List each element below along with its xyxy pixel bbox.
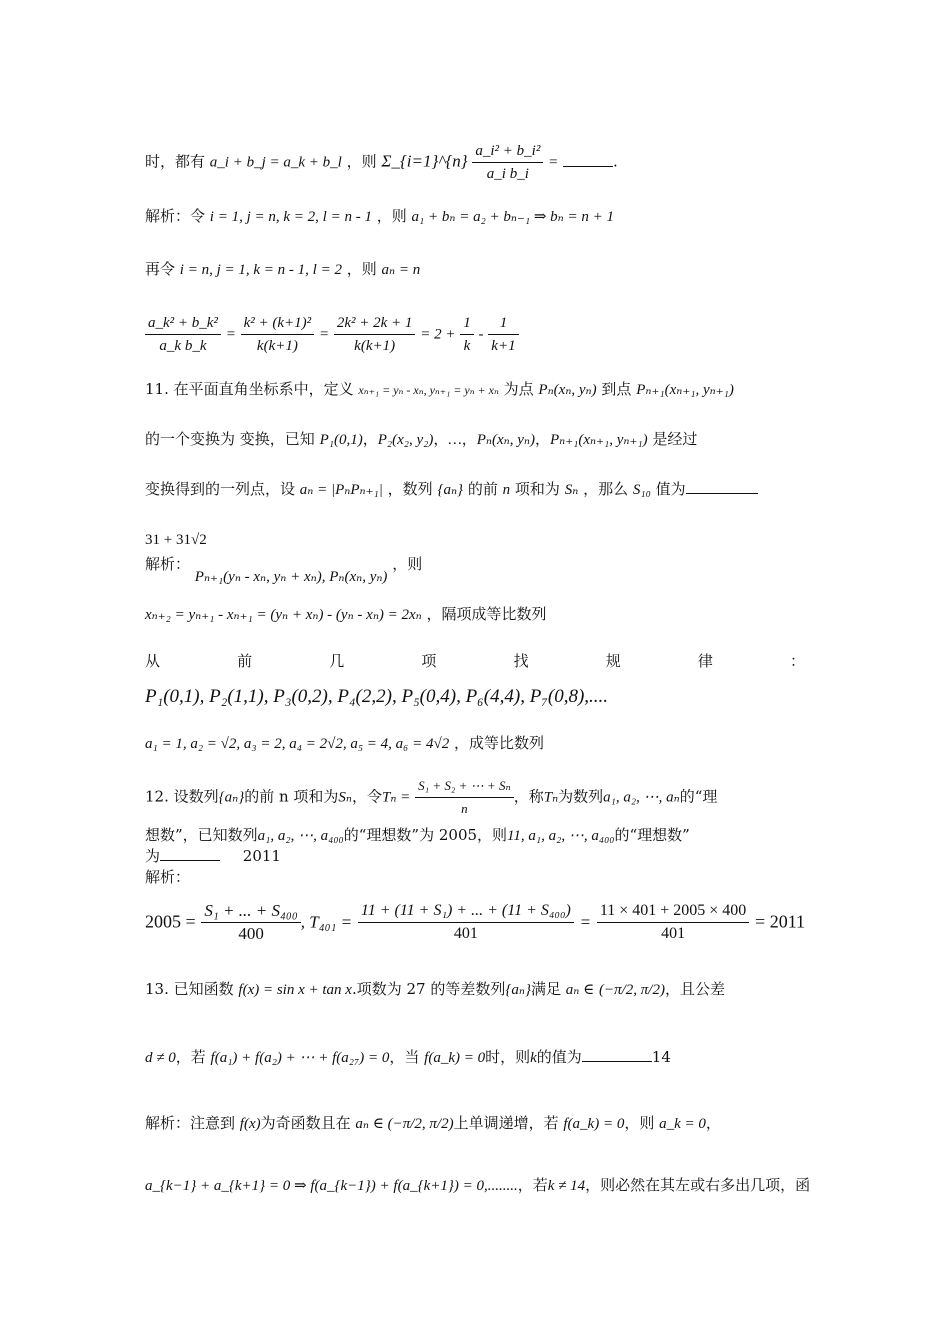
numerator: 11 + (11 + S₁) + ... + (11 + S₄₀₀) — [358, 900, 574, 923]
text: 的“理 — [679, 787, 718, 806]
formula: {aₙ} — [505, 982, 531, 998]
line-15 — [145, 824, 810, 847]
text: 的“理想数” — [614, 826, 690, 844]
text: ，令 — [352, 787, 383, 806]
line-5 — [145, 378, 810, 401]
line-20 — [145, 1046, 810, 1069]
denominator: 401 — [661, 925, 686, 942]
formula: 2005 = — [145, 911, 196, 932]
text: ，称 — [513, 787, 544, 806]
line-18 — [145, 900, 810, 952]
line-22 — [145, 1174, 810, 1197]
formula: , T₄₀₁ = — [300, 912, 353, 932]
numerator: a_i² + b_i² — [472, 140, 543, 163]
text: 时，都有 — [145, 152, 206, 171]
formula: a₁, a₂, ⋯, a₄₀₀ — [257, 828, 344, 844]
line-11 — [145, 650, 805, 672]
text: ，则 — [346, 152, 377, 171]
text: 13. 已知函数 — [145, 980, 234, 998]
answer-blank — [686, 481, 758, 494]
text: .项数为 27 的等差数列 — [351, 980, 506, 998]
text: ，那么 — [583, 480, 629, 498]
numerator: 11 × 401 + 2005 × 400 — [597, 900, 749, 923]
formula: Tₙ — [543, 789, 559, 806]
text: 11. 在平面直角坐标系中，定义 — [145, 380, 354, 398]
formula: i = n, j = 1, k = n - 1, l = 2 — [179, 262, 342, 278]
line-3 — [145, 258, 810, 281]
text: 解析： — [145, 555, 191, 573]
fraction — [472, 140, 543, 185]
text: 几 — [329, 652, 345, 670]
answer-blank — [160, 848, 220, 861]
text: ，隔项成等比数列 — [426, 605, 547, 623]
denominator: k+1 — [491, 338, 516, 354]
fraction — [334, 312, 416, 357]
formula: 11, a₁, a₂, ⋯, a₄₀₀ — [507, 828, 615, 844]
formula: Pₙ₊₁(yₙ - xₙ, yₙ + xₙ), Pₙ(xₙ, yₙ) — [194, 569, 388, 585]
formula: P₁(0,1) — [319, 432, 363, 448]
text: ，则 — [624, 1114, 655, 1132]
line-2 — [145, 205, 810, 228]
line-21 — [145, 1112, 810, 1135]
line-7 — [145, 478, 810, 501]
text: 为数列 — [558, 787, 604, 806]
formula: xₙ₊₂ = yₙ₊₁ - xₙ₊₁ = (yₙ + xₙ) - (yₙ - xₙ) = 2xₙ — [145, 607, 422, 623]
text: ，且公差 — [664, 980, 725, 998]
line-8 — [145, 528, 810, 551]
fraction — [145, 312, 221, 357]
summation: Σ_{i=1}^{n} — [381, 151, 468, 171]
answer: 2011 — [242, 847, 281, 865]
formula: f(a_k) = 0 — [563, 1116, 625, 1132]
text: ，若 — [175, 1048, 206, 1066]
text: ，则 — [376, 207, 407, 225]
equals: = — [579, 912, 592, 932]
text: 到点 — [601, 380, 632, 398]
text: 的“理想数”为 2005，则 — [343, 826, 508, 844]
line-10 — [145, 603, 810, 626]
answer-blank — [563, 154, 613, 167]
text: 解析： — [145, 868, 191, 886]
text: 为奇函数且在 — [260, 1114, 351, 1132]
formula: Pₙ₊₁(xₙ₊₁, yₙ₊₁) — [636, 382, 734, 398]
line-4 — [145, 312, 810, 362]
formula: … — [448, 432, 462, 448]
text: . — [613, 152, 618, 171]
formula: a₁ + bₙ = a₂ + bₙ₋₁ ⇒ bₙ = n + 1 — [411, 209, 615, 225]
text: 前 — [237, 652, 253, 670]
text: ，则 — [346, 260, 377, 278]
formula: {aₙ} — [437, 482, 464, 498]
text: 变换得到的一列点，设 — [145, 480, 296, 498]
text: 变换，已知 — [239, 430, 315, 448]
line-12 — [145, 686, 810, 708]
fraction — [597, 900, 749, 945]
formula: = 2 + — [420, 326, 456, 343]
formula: aₙ = n — [381, 262, 421, 278]
fraction — [241, 312, 315, 357]
fraction — [488, 312, 518, 357]
text: ，则必然在其左或右多出几项，函 — [585, 1176, 811, 1194]
numerator: S₁ + S₂ + ⋯ + Sₙ — [415, 775, 514, 798]
numerator: a_k² + b_k² — [145, 312, 221, 335]
formula: Tₙ = — [382, 789, 411, 806]
fraction — [415, 775, 514, 820]
formula: d ≠ 0 — [145, 1050, 176, 1066]
denominator: 400 — [238, 924, 264, 943]
fraction — [358, 900, 574, 945]
formula: a_k = 0 — [659, 1116, 706, 1132]
formula: a₁ = 1, a₂ = √2, a₃ = 2, a₄ = 2√2, a₅ = 4, a₆ = 4√2 — [145, 736, 450, 752]
formula: a₁, a₂, ⋯, aₙ — [603, 789, 680, 806]
text: 规 — [605, 652, 621, 670]
line-1 — [145, 140, 810, 188]
formula: xₙ₊₁ = yₙ - xₙ, yₙ₊₁ = yₙ + xₙ — [358, 383, 499, 397]
answer: 14 — [651, 1048, 671, 1066]
formula: f(x) = sin x + tan x — [238, 982, 352, 998]
text: 解析：注意到 — [145, 1114, 236, 1132]
formula: aₙ = |PₙPₙ₊₁| — [299, 482, 383, 498]
text: 上单调递增，若 — [453, 1114, 559, 1132]
answer-blank — [582, 1049, 652, 1062]
numerator: k² + (k+1)² — [241, 312, 315, 335]
denominator: k — [463, 338, 471, 354]
formula: P₂(x₂, y₂) — [377, 432, 434, 448]
text: ，数列 — [387, 480, 433, 498]
line-19 — [145, 978, 810, 1018]
text: 时，则 — [485, 1048, 531, 1066]
formula: n — [502, 482, 511, 498]
formula: Pₙ(xₙ, yₙ) — [476, 432, 535, 448]
line-16 — [145, 845, 810, 867]
formula: P₁(0,1), P₂(1,1), P₃(0,2), P₄(2,2), P₅(0,4), P₆(4,4), P₇(0,8),.... — [145, 686, 609, 707]
minus: - — [478, 326, 484, 343]
formula: {aₙ} — [218, 789, 245, 806]
answer: 31 + 31√2 — [145, 532, 207, 548]
denominator: a_i b_i — [486, 166, 529, 182]
text: ，则 — [392, 555, 423, 573]
formula: a_{k−1} + a_{k+1} = 0 ⇒ f(a_{k−1}) + f(a_{k+1}) = 0,........ — [145, 1178, 518, 1194]
denominator: k(k+1) — [256, 338, 298, 354]
denominator: a_k b_k — [159, 338, 207, 354]
formula: a_i + b_j = a_k + b_l — [209, 154, 342, 171]
text: 的前 n 项和为 — [244, 787, 339, 806]
formula: aₙ ∈ (−π/2, π/2) — [355, 1116, 454, 1132]
text: 解析：令 — [145, 207, 206, 225]
text: 想数”，已知数列 — [145, 826, 258, 844]
text: ， — [705, 1114, 721, 1132]
text: 满足 — [530, 980, 561, 998]
denominator: 401 — [453, 925, 478, 942]
line-6: 的一个变换为 变换，已知 P₁(0,1)，P₂(x₂, y₂)，…，Pₙ(xₙ, yₙ)，Pₙ₊₁(xₙ₊₁, yₙ₊₁) 是经过 — [145, 430, 698, 448]
text: 律 — [697, 652, 713, 670]
fraction — [460, 312, 474, 357]
line-9 — [145, 553, 810, 597]
text: 从 — [145, 652, 161, 670]
formula: k ≠ 14 — [547, 1178, 586, 1194]
line-17 — [145, 866, 810, 888]
text: 12. 设数列 — [145, 787, 219, 806]
formula: Pₙ₊₁(xₙ₊₁, yₙ₊₁) — [549, 432, 648, 448]
text: 为点 — [503, 380, 534, 398]
formula: aₙ ∈ — [565, 982, 595, 998]
numerator: 1 — [460, 312, 474, 335]
formula: Pₙ(xₙ, yₙ) — [538, 382, 597, 398]
numerator: S₁ + ... + S₄₀₀ — [201, 900, 300, 923]
formula: f(a_k) = 0 — [424, 1050, 486, 1066]
formula: i = 1, j = n, k = 2, l = n - 1 — [209, 209, 372, 225]
formula: Sₙ — [338, 789, 352, 806]
text: 的前 — [467, 480, 498, 498]
text: 项和为 — [514, 480, 560, 498]
text: ，当 — [389, 1048, 420, 1066]
text: ，若 — [517, 1176, 548, 1194]
equals: = — [318, 326, 330, 343]
equals: = — [548, 154, 559, 171]
fraction — [201, 900, 300, 945]
line-13 — [145, 732, 810, 755]
text: 是经过 — [652, 430, 698, 448]
formula: Sₙ — [564, 482, 579, 498]
text: ： — [789, 652, 805, 670]
formula: f(a₁) + f(a₂) + ⋯ + f(a₂₇) = 0 — [210, 1050, 390, 1066]
text: 项 — [421, 652, 437, 670]
formula: f(x) — [239, 1116, 261, 1132]
denominator: n — [461, 801, 468, 816]
formula: S₁₀ — [632, 482, 651, 498]
text: 的值为 — [536, 1048, 582, 1066]
formula: k — [530, 1050, 537, 1066]
text: 值为 — [655, 480, 686, 498]
text: 再令 — [145, 260, 176, 278]
text: 为 — [145, 847, 161, 865]
formula: = 2011 — [755, 911, 806, 932]
formula: (−π/2, π/2) — [598, 982, 665, 998]
denominator: k(k+1) — [354, 338, 396, 354]
equals: = — [225, 326, 236, 343]
text: 找 — [513, 652, 529, 670]
numerator: 1 — [488, 312, 518, 335]
numerator: 2k² + 2k + 1 — [334, 312, 416, 335]
text: 的一个变换为 — [145, 430, 236, 448]
line-14 — [145, 775, 810, 821]
text: ，成等比数列 — [454, 734, 545, 752]
